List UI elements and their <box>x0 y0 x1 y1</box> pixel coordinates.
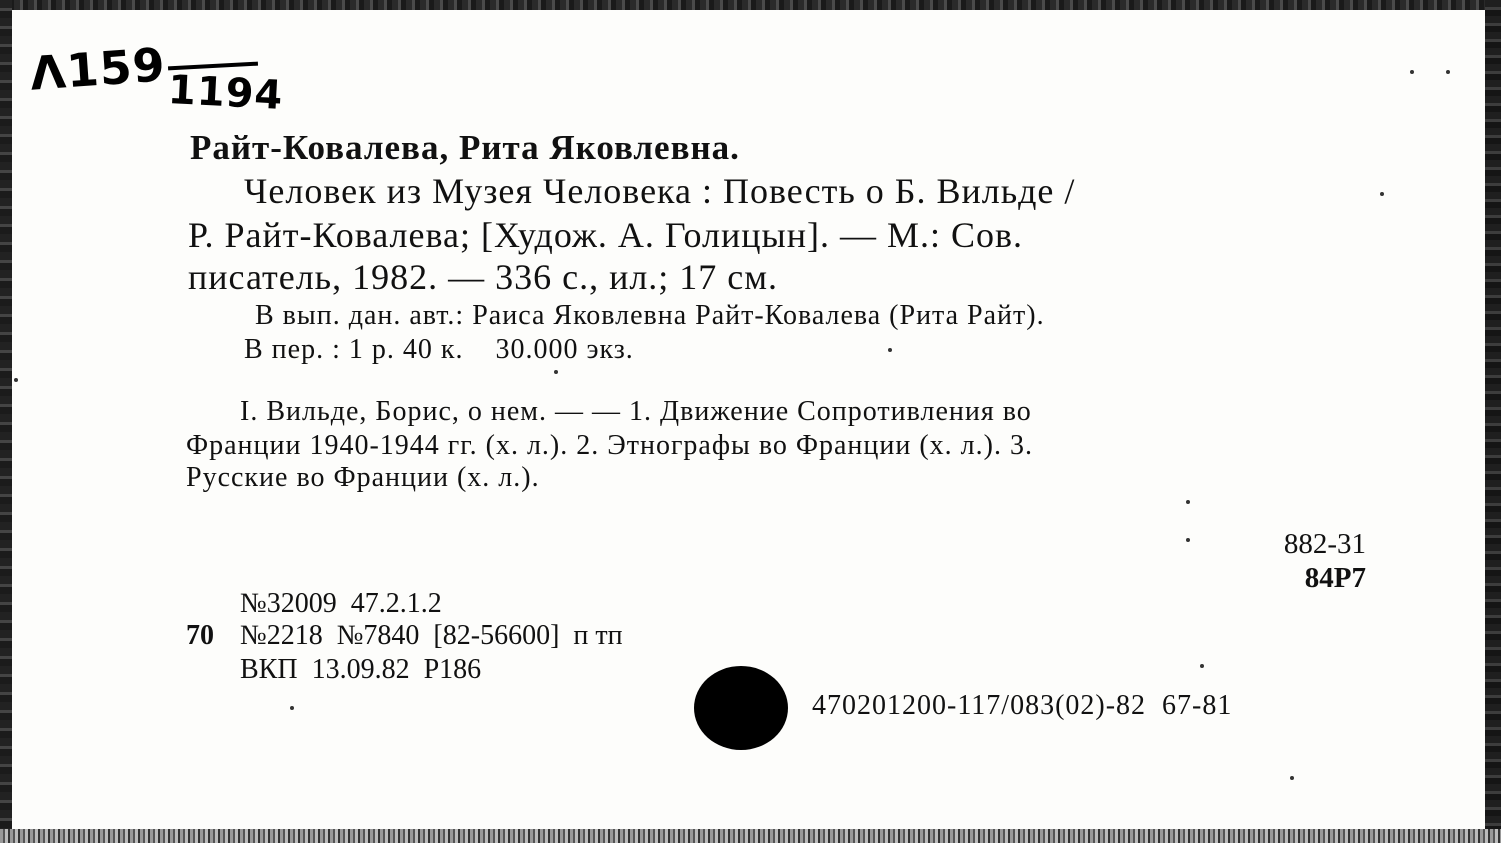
price-and-print-run: В пер. : 1 р. 40 к. 30.000 экз. <box>244 334 634 365</box>
speck <box>1186 500 1190 504</box>
print-info-number: 70 <box>186 620 214 651</box>
description-line-1: Человек из Музея Человека : Повесть о Б. Вильде / <box>244 171 1076 211</box>
tracing-line-3: Русские во Франции (х. л.). <box>186 462 540 493</box>
description-line-3: писатель, 1982. — 336 с., ил.; 17 см. <box>188 257 779 297</box>
print-info-line-1: №32009 47.2.1.2 <box>240 588 442 619</box>
speck <box>554 370 558 374</box>
speck <box>1446 70 1450 74</box>
card-left-edge <box>0 0 12 843</box>
card-right-edge <box>1485 0 1501 843</box>
speck <box>1290 776 1294 780</box>
speck <box>1410 70 1414 74</box>
tracing-line-1: I. Вильде, Борис, о нем. — — 1. Движение Сопротивления во <box>240 396 1032 427</box>
speck <box>888 348 892 352</box>
description-line-2: Р. Райт-Ковалева; [Худож. А. Голицын]. — М.: Сов. <box>188 215 1023 255</box>
speck <box>1380 192 1384 196</box>
tracing-line-2: Франции 1940-1944 гг. (х. л.). 2. Этнографы во Франции (х. л.). 3. <box>186 430 1033 461</box>
handwritten-shelf-mark: Λ159 <box>28 37 168 101</box>
catalog-code: 470201200-117/083(02)-82 67-81 <box>812 690 1233 721</box>
speck <box>1186 538 1190 542</box>
card-top-edge <box>0 0 1501 10</box>
print-info-line-2: №2218 №7840 [82-56600] п тп <box>240 620 623 651</box>
speck <box>1200 664 1204 668</box>
speck <box>290 706 294 710</box>
punch-hole <box>694 666 788 750</box>
print-info-line-3: ВКП 13.09.82 Р186 <box>240 654 482 685</box>
udc-index: 882-31 <box>1283 528 1366 560</box>
author-heading: Райт-Ковалева, Рита Яковлевна. <box>190 128 740 167</box>
card-bottom-edge <box>0 829 1501 843</box>
author-note: В вып. дан. авт.: Раиса Яковлевна Райт-Ковалева (Рита Райт). <box>255 300 1045 331</box>
speck <box>14 378 18 382</box>
handwritten-number: 1194 <box>166 67 285 119</box>
bbk-index: 84Р7 <box>1304 562 1366 594</box>
